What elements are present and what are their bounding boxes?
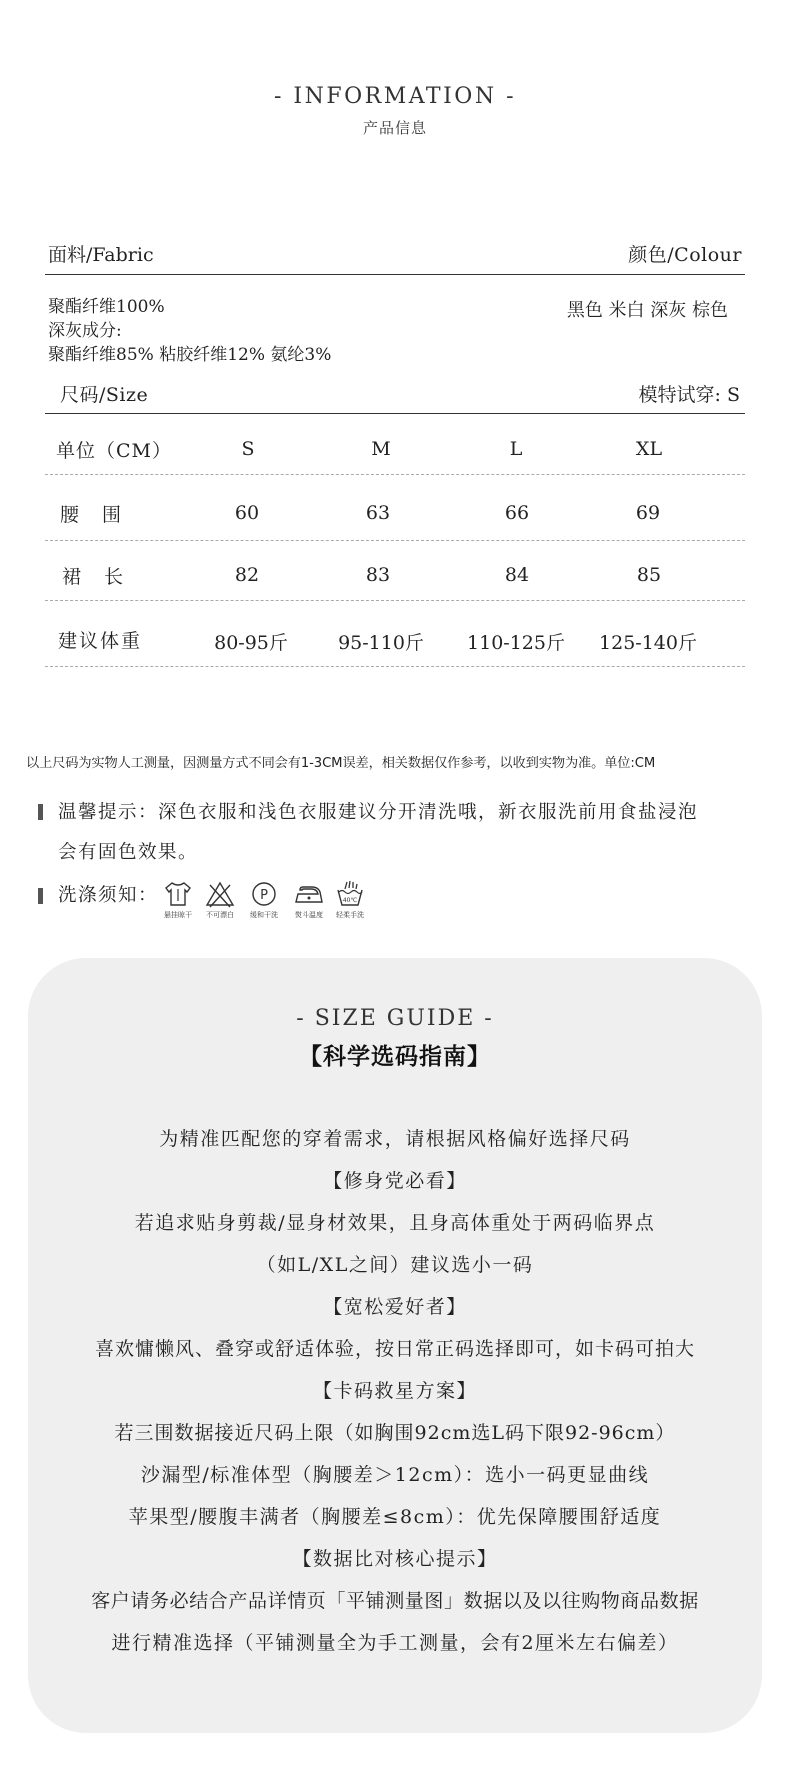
wash-marker xyxy=(38,888,43,904)
size-divider xyxy=(45,413,745,414)
hang-dry-label: 悬挂晾干 xyxy=(164,911,192,919)
guide-line-between-1: 若三围数据接近尺码上限（如胸围92cm选L码下限92-96cm） xyxy=(114,1422,676,1444)
svg-text:40℃: 40℃ xyxy=(342,897,358,904)
guide-heading-between: 【卡码救星方案】 xyxy=(312,1380,477,1402)
measurement-note: 以上尺码为实物人工测量，因测量方式不同会有1-3CM误差，相关数据仅作参考，以收到实物为准。单位:CM xyxy=(26,756,656,771)
weight-xl: 125-140斤 xyxy=(599,632,697,654)
guide-line-slim-1: 若追求贴身剪裁/显身材效果，且身高体重处于两码临界点 xyxy=(134,1212,656,1234)
guide-heading-slim: 【修身党必看】 xyxy=(323,1170,467,1192)
skirt-length-label: 裙 长 xyxy=(62,566,126,588)
guide-line-slim-2: （如L/XL之间）建议选小一码 xyxy=(256,1254,534,1276)
dry-clean-label: 缓和干洗 xyxy=(250,911,278,919)
model-fit: 模特试穿: S xyxy=(638,384,740,406)
guide-line-between-2: 沙漏型/标准体型（胸腰差＞12cm）：选小一码更显曲线 xyxy=(140,1464,650,1486)
svg-text:P: P xyxy=(260,888,268,903)
hand-wash-label: 轻柔手洗 xyxy=(336,911,364,919)
fabric-divider xyxy=(45,274,745,275)
wash-label: 洗涤须知： xyxy=(58,885,159,906)
size-guide-title: - SIZE GUIDE - xyxy=(296,1006,494,1031)
weight-label: 建议体重 xyxy=(58,630,143,652)
waist-label: 腰 围 xyxy=(60,504,124,526)
table-divider xyxy=(45,666,745,667)
warm-tip: 温馨提示：深色衣服和浅色衣服建议分开清洗哦，新衣服洗前用食盐浸泡 xyxy=(58,802,699,823)
warm-tip-continued: 会有固色效果。 xyxy=(58,842,199,863)
length-xl: 85 xyxy=(636,564,662,586)
no-bleach-label: 不可漂白 xyxy=(206,911,234,919)
guide-heading-data: 【数据比对核心提示】 xyxy=(292,1548,498,1570)
waist-l: 66 xyxy=(504,502,530,524)
colour-label: 颜色/Colour xyxy=(628,244,742,266)
weight-s: 80-95斤 xyxy=(214,632,288,654)
colour-list: 黑色 米白 深灰 棕色 xyxy=(566,300,728,321)
waist-s: 60 xyxy=(234,502,260,524)
table-header-l: L xyxy=(509,438,523,460)
dark-grey-composition: 聚酯纤维85% 粘胶纤维12% 氨纶3% xyxy=(48,345,332,365)
table-divider xyxy=(45,600,745,601)
size-label: 尺码/Size xyxy=(60,384,149,406)
guide-heading-loose: 【宽松爱好者】 xyxy=(323,1296,467,1318)
guide-line-loose: 喜欢慵懒风、叠穿或舒适体验，按日常正码选择即可，如卡码可拍大 xyxy=(94,1338,695,1360)
length-l: 84 xyxy=(504,564,530,586)
fabric-label: 面料/Fabric xyxy=(48,244,154,266)
fabric-composition: 聚酯纤维100% xyxy=(48,297,165,317)
page-title: - INFORMATION - xyxy=(273,84,517,109)
hand-wash-icon xyxy=(324,880,376,920)
dark-grey-composition-label: 深灰成分: xyxy=(48,321,122,341)
table-header-m: M xyxy=(371,438,391,460)
table-header-xl: XL xyxy=(635,438,663,460)
guide-line-between-3: 苹果型/腰腹丰满者（胸腰差≤8cm）：优先保障腰围舒适度 xyxy=(128,1506,662,1528)
page-subtitle: 产品信息 xyxy=(362,119,427,137)
table-header-unit: 单位（CM） xyxy=(56,440,172,462)
table-header-s: S xyxy=(241,438,255,460)
waist-m: 63 xyxy=(365,502,391,524)
size-guide-subtitle: 【科学选码指南】 xyxy=(299,1043,491,1070)
tip-marker xyxy=(38,804,43,820)
guide-line-data-2: 进行精准选择（平铺测量全为手工测量，会有2厘米左右偏差） xyxy=(111,1632,679,1654)
length-s: 82 xyxy=(234,564,260,586)
table-divider xyxy=(45,540,745,541)
waist-xl: 69 xyxy=(635,502,661,524)
length-m: 83 xyxy=(365,564,391,586)
weight-l: 110-125斤 xyxy=(467,632,565,654)
guide-line-intro: 为精准匹配您的穿着需求，请根据风格偏好选择尺码 xyxy=(159,1128,631,1150)
table-divider xyxy=(45,474,745,475)
weight-m: 95-110斤 xyxy=(338,632,424,654)
iron-label: 熨斗温度 xyxy=(295,911,323,919)
guide-line-data-1: 客户请务必结合产品详情页「平铺测量图」数据以及以往购物商品数据 xyxy=(91,1590,699,1612)
